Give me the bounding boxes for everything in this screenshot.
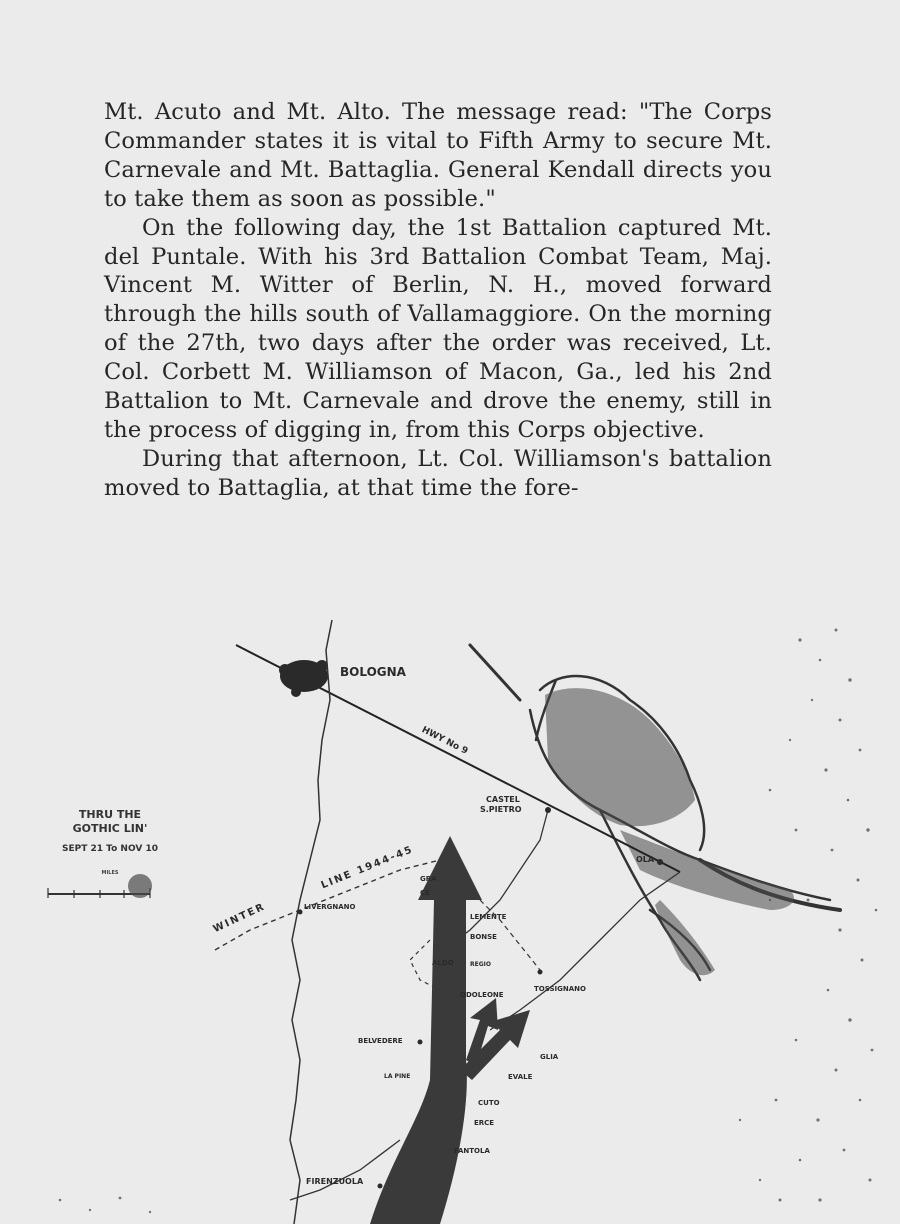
stipple-texture bbox=[59, 629, 878, 1214]
paragraph-1: Mt. Acuto and Mt. Alto. The message read: "The Corps Commander states it is vital to Fifth Army to secure Mt. Carnevale and Mt. Battaglia. General Kendall directs you to take them as soon as possible." bbox=[104, 99, 772, 212]
legend-title-line-2: GOTHIC LIN' bbox=[72, 822, 148, 835]
legend-dates: SEPT 21 To NOV 10 bbox=[62, 844, 158, 854]
label-ercee: ERCE bbox=[474, 1119, 495, 1127]
label-acuto: CUTO bbox=[478, 1099, 500, 1107]
label-san-pietro: S.PIETRO bbox=[480, 805, 522, 814]
label-aldo: ALDO bbox=[432, 959, 454, 967]
label-tossignano: TOSSIGNANO bbox=[534, 985, 586, 993]
label-bonse: BONSE bbox=[470, 933, 497, 941]
label-highway-9: HWY No 9 bbox=[419, 725, 470, 757]
label-firenzuola: FIRENZUOLA bbox=[306, 1177, 364, 1186]
label-fantola: FANTOLA bbox=[454, 1147, 490, 1155]
scale-bar bbox=[48, 874, 152, 898]
legend-scale-unit: MILES bbox=[101, 870, 119, 876]
label-bologna: BOLOGNA bbox=[340, 665, 406, 679]
paragraph-2: On the following day, the 1st Battalion captured Mt. del Puntale. With his 3rd Battalion Combat Team, Maj. Vincent M. Witter of Berlin, N. H., moved forward through the hills south of Vallamaggiore. On the morning of the 27th, two days after the order was received, Lt. Col. Corbett M. Williamson of Macon, Ga., led his 2nd Battalion to Mt. Carnevale and drove the enemy, still in the process of digging in, from this Corps objective. bbox=[104, 214, 772, 443]
map-illustration bbox=[0, 600, 900, 1224]
label-reggio: REGIO bbox=[470, 961, 491, 968]
label-winter: WINTER bbox=[211, 901, 268, 936]
label-livergnano: LIVERGNANO bbox=[304, 903, 356, 911]
campaign-map bbox=[0, 600, 900, 1224]
label-clemente: LEMENTE bbox=[470, 913, 507, 921]
label-podoleone: ODOLEONE bbox=[460, 991, 504, 999]
label-imola: OLA bbox=[636, 855, 655, 864]
soldier-shading bbox=[545, 688, 794, 975]
label-lapine: LA PINE bbox=[384, 1073, 411, 1080]
map-legend bbox=[40, 808, 180, 876]
legend-title-line-1: THRU THE bbox=[78, 808, 142, 821]
label-carnevale: EVALE bbox=[508, 1073, 533, 1081]
label-battaglia: GLIA bbox=[540, 1053, 559, 1061]
label-belvedere: BELVEDERE bbox=[358, 1037, 403, 1045]
paragraph-3: During that afternoon, Lt. Col. Williamson's battalion moved to Battaglia, at that time the fore- bbox=[104, 445, 772, 501]
road-line-2 bbox=[490, 872, 680, 1030]
bologna-city-mark bbox=[279, 660, 328, 697]
label-winter-line: LINE 1944-45 bbox=[319, 844, 416, 892]
river-line bbox=[290, 620, 332, 1224]
article-text bbox=[104, 98, 772, 503]
label-castel: CASTEL bbox=[486, 795, 520, 804]
label-cerere: CE bbox=[420, 889, 430, 897]
label-grande: GRA bbox=[420, 875, 437, 883]
